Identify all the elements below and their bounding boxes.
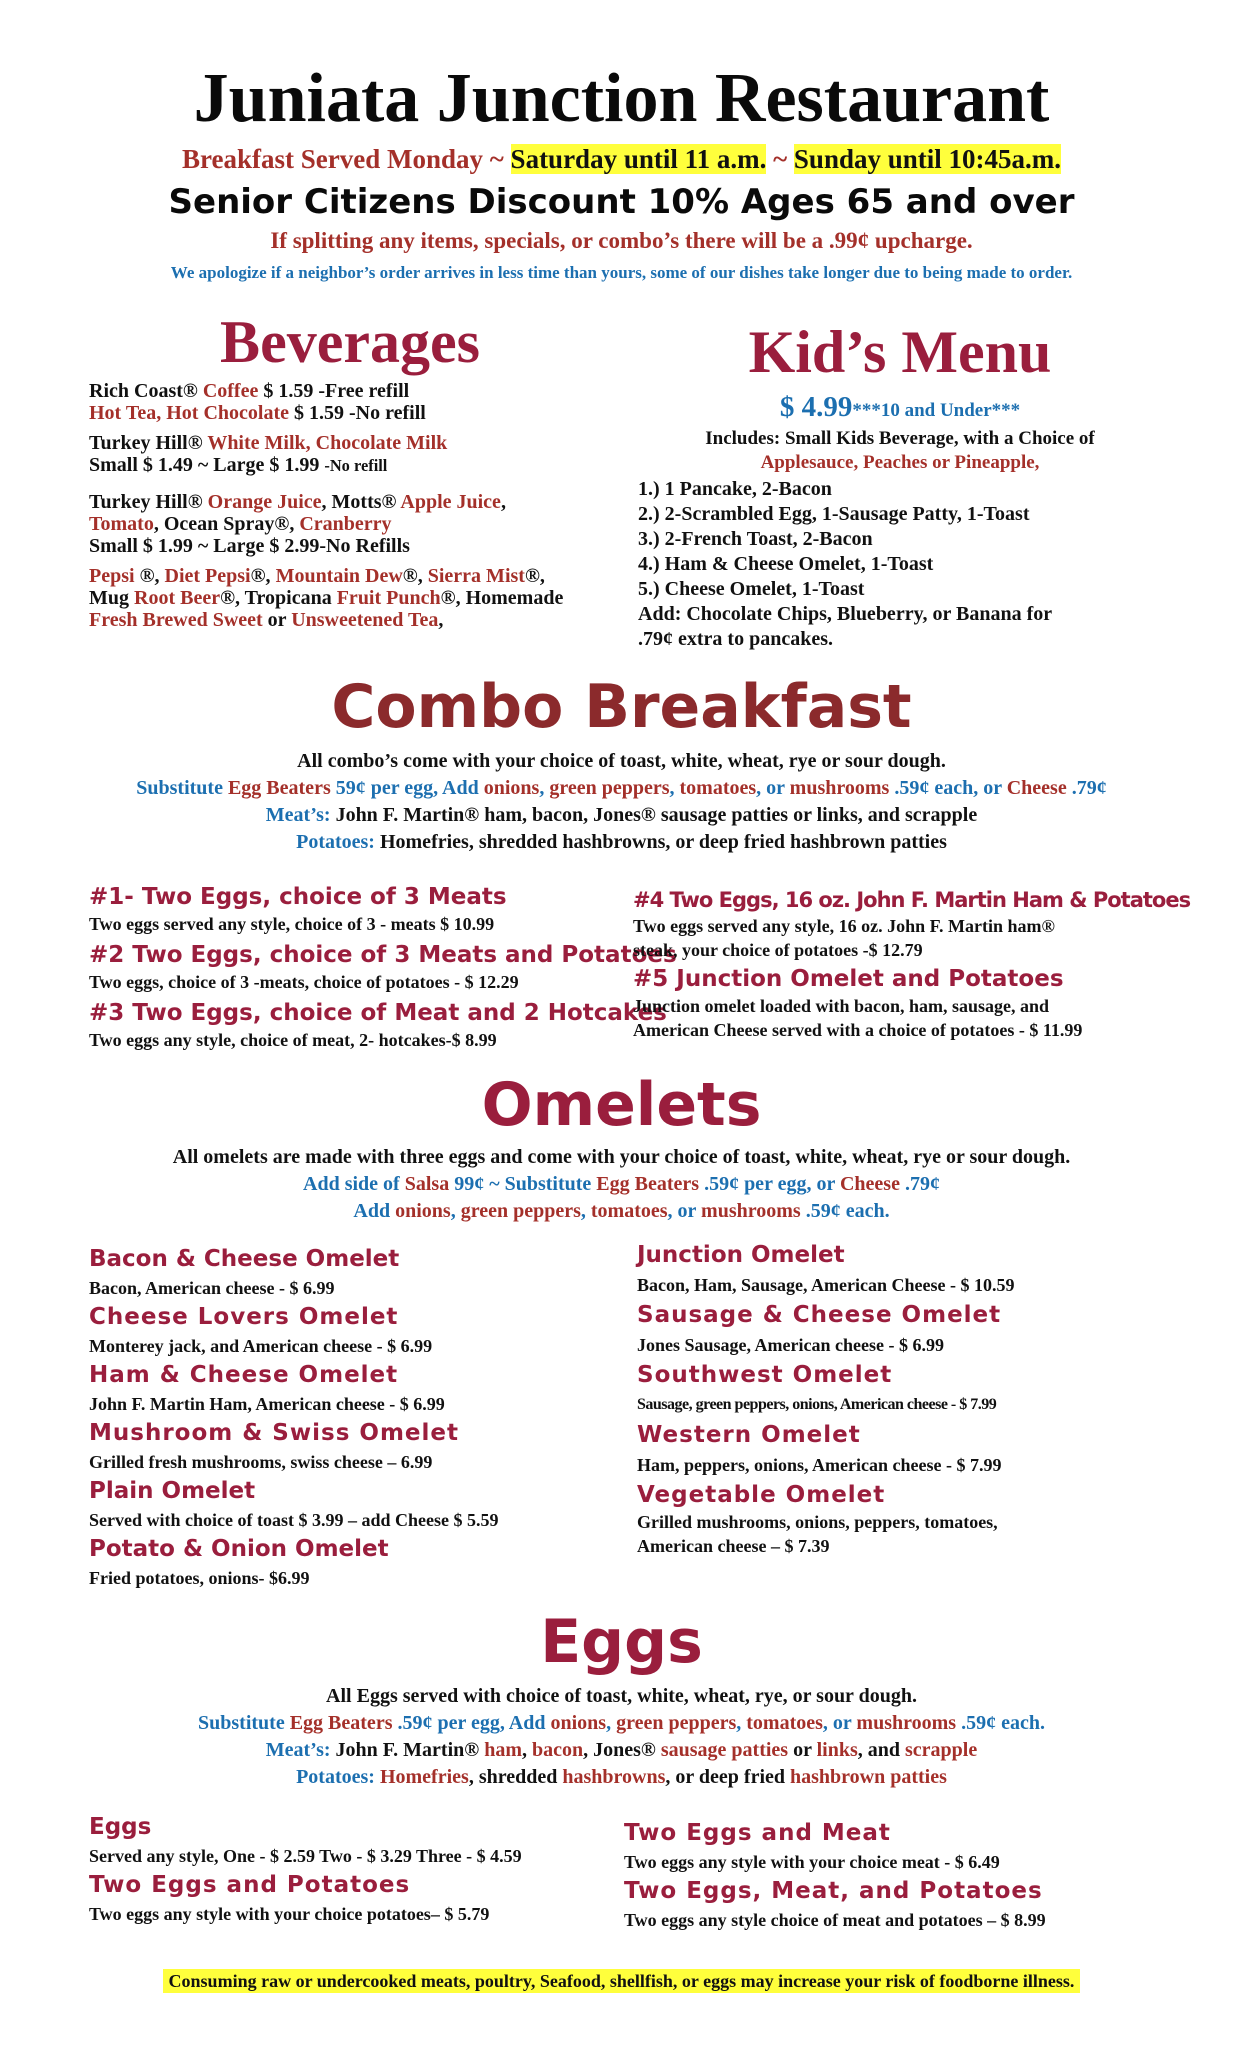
text-segment: green peppers xyxy=(616,1712,737,1734)
eggs-heading: Eggs xyxy=(540,1607,703,1677)
combo-meats xyxy=(0,802,1243,828)
omelets-intro: All omelets are made with three eggs and come with your choice of toast, white, wheat, rye or sour dough. xyxy=(172,1146,1071,1168)
hours-prefix: Breakfast Served Monday ~ xyxy=(182,144,511,174)
text-segment: hashbrown patties xyxy=(790,1766,947,1788)
combo-item-desc: steak, your choice of potatoes -$ 12.79 xyxy=(633,940,923,960)
eggs-item-title: Two Eggs and Potatoes xyxy=(89,1872,411,1898)
text-segment: John F. Martin® xyxy=(335,1739,485,1761)
text-segment: .59¢ per egg, xyxy=(392,1712,509,1734)
eggs-right-column xyxy=(624,1818,1204,1934)
omelets-addons xyxy=(0,1198,1243,1224)
omelet-title: Mushroom & Swiss Omelet xyxy=(89,1420,459,1446)
text-segment: -No refill xyxy=(324,456,388,475)
text-segment: onions xyxy=(483,777,540,799)
beverage-milk xyxy=(89,432,649,454)
text-segment: hashbrowns xyxy=(562,1766,666,1788)
omelet-title: Potato & Onion Omelet xyxy=(89,1536,389,1562)
text-segment: Meat’s: xyxy=(265,1739,336,1761)
beverage-juice-price xyxy=(89,535,649,557)
text-segment: mushrooms xyxy=(701,1200,801,1222)
hours-separator: ~ xyxy=(766,144,794,174)
kids-item: 5.) Cheese Omelet, 1-Toast xyxy=(638,578,865,600)
kids-includes: Includes: Small Kids Beverage, with a Choice of xyxy=(705,428,1095,449)
eggs-item-desc: Two eggs any style choice of meat and potatoes – $ 8.99 xyxy=(624,1910,1046,1930)
text-segment: $ 1.59 -No refill xyxy=(289,402,426,424)
text-segment: , shredded xyxy=(468,1766,563,1788)
text-segment: Turkey Hill® xyxy=(89,432,208,454)
combo-item-desc: Two eggs served any style, choice of 3 - meats $ 10.99 xyxy=(89,914,495,934)
text-segment: John F. Martin® ham, bacon, Jones® sausage patties or links, and scrapple xyxy=(335,804,978,826)
senior-discount: Senior Citizens Discount 10% Ages 65 and over xyxy=(168,182,1075,222)
text-segment: .59¢ per egg, or xyxy=(699,1173,840,1195)
omelets-left-column xyxy=(89,1244,629,1592)
apology-notice: We apologize if a neighbor’s order arrives in less time than yours, some of our dishes take longer due to being made to order. xyxy=(170,263,1073,282)
eggs-substitutions xyxy=(0,1710,1243,1736)
kids-item: 2.) 2-Scrambled Egg, 1-Sausage Patty, 1-Toast xyxy=(638,503,1030,525)
text-segment: .79¢ xyxy=(1066,777,1107,799)
text-segment: Substitute xyxy=(136,777,228,799)
kids-addon: Add: Chocolate Chips, Blueberry, or Banana for xyxy=(638,603,1053,625)
eggs-item-desc: Served any style, One - $ 2.59 Two - $ 3.29 Three - $ 4.59 xyxy=(89,1846,522,1866)
text-segment: Tomato xyxy=(89,513,154,535)
beverage-tea xyxy=(89,609,649,631)
text-segment: Salsa xyxy=(404,1173,450,1195)
kids-menu-heading: Kid’s Menu xyxy=(748,319,1052,385)
text-segment: , xyxy=(539,777,550,799)
text-segment: or xyxy=(788,1739,817,1761)
omelets-heading: Omelets xyxy=(481,1070,762,1140)
text-segment: .79¢ xyxy=(899,1173,940,1195)
eggs-item-title: Eggs xyxy=(89,1814,152,1840)
omelet-desc: Grilled mushrooms, onions, peppers, tomatoes, xyxy=(637,1512,998,1532)
kids-items xyxy=(638,477,1198,652)
text-segment: .59¢ each. xyxy=(800,1200,890,1222)
text-segment: Small $ 1.99 ~ Large $ 2.99-No Refills xyxy=(89,535,410,557)
kids-item: 1.) 1 Pancake, 2-Bacon xyxy=(638,478,832,500)
text-segment: ®, xyxy=(402,565,428,587)
omelet-title: Ham & Cheese Omelet xyxy=(89,1362,399,1388)
combo-potatoes xyxy=(0,829,1243,855)
text-segment: , or xyxy=(822,1712,857,1734)
text-segment: onions xyxy=(395,1200,451,1222)
text-segment: Potatoes: xyxy=(296,831,380,853)
text-segment: , xyxy=(450,1200,461,1222)
beverage-juice-2 xyxy=(89,513,649,535)
text-segment: Diet Pepsi xyxy=(164,565,251,587)
text-segment: ®, Homemade xyxy=(440,587,564,609)
text-segment: , or xyxy=(756,777,790,799)
combo-right-column xyxy=(633,886,1193,1042)
omelet-desc: Ham, peppers, onions, American cheese - $ 7.99 xyxy=(637,1455,1002,1475)
splitting-notice: If splitting any items, specials, or combo’s there will be a .99¢ upcharge. xyxy=(270,228,973,253)
footer-bar xyxy=(0,1968,1243,1994)
combo-item-title: #4 Two Eggs, 16 oz. John F. Martin Ham & Potatoes xyxy=(633,888,1191,912)
text-segment: Egg Beaters xyxy=(227,777,331,799)
omelet-desc: Bacon, American cheese - $ 6.99 xyxy=(89,1278,335,1298)
combo-item-desc: American Cheese served with a choice of potatoes - $ 11.99 xyxy=(633,1020,1083,1040)
combo-item-desc: Junction omelet loaded with bacon, ham, sausage, and xyxy=(633,996,1050,1016)
text-segment: Hot Tea, Hot Chocolate xyxy=(89,402,289,424)
beverage-sodas xyxy=(89,565,649,587)
text-segment: or xyxy=(262,609,292,631)
text-segment: , or deep fried xyxy=(665,1766,790,1788)
beverage-coffee xyxy=(89,380,649,402)
text-segment: Coffee xyxy=(202,380,259,402)
text-segment: green peppers xyxy=(549,777,670,799)
omelets-right-column xyxy=(637,1240,1197,1558)
text-segment: Unsweetened Tea xyxy=(291,609,439,631)
text-segment: Small $ 1.49 ~ Large $ 1.99 xyxy=(89,454,325,476)
text-segment: , Jones® xyxy=(583,1739,661,1761)
text-segment: Add xyxy=(508,1712,551,1734)
text-segment: , or xyxy=(667,1200,702,1222)
text-segment: 99¢ ~ Substitute xyxy=(449,1173,597,1195)
eggs-potatoes xyxy=(0,1764,1243,1790)
text-segment: Turkey Hill® xyxy=(89,491,208,513)
combo-item-desc: Two eggs, choice of 3 -meats, choice of potatoes - $ 12.29 xyxy=(89,972,519,992)
text-segment: $ 1.59 -Free refill xyxy=(258,380,410,402)
text-segment: White Milk, Chocolate Milk xyxy=(207,432,448,454)
omelet-title: Cheese Lovers Omelet xyxy=(89,1304,399,1330)
omelet-desc: Monterey jack, and American cheese - $ 6.99 xyxy=(89,1336,433,1356)
beverage-milk-price xyxy=(89,454,649,477)
hours-saturday: Saturday until 11 a.m. xyxy=(510,144,767,174)
text-segment: ®, xyxy=(250,565,276,587)
text-segment: Add side of xyxy=(303,1173,405,1195)
restaurant-title: Juniata Junction Restaurant xyxy=(193,60,1050,137)
text-segment: , xyxy=(736,1712,747,1734)
text-segment: , xyxy=(500,491,506,513)
text-segment: Rich Coast® xyxy=(89,380,203,402)
text-segment: Cheese xyxy=(1006,777,1067,799)
text-segment: Apple Juice xyxy=(400,491,501,513)
text-segment: Homefries xyxy=(379,1766,469,1788)
omelets-substitutions xyxy=(0,1171,1243,1197)
kids-price-line xyxy=(620,390,1180,429)
text-segment: onions xyxy=(550,1712,607,1734)
text-segment: Egg Beaters xyxy=(289,1712,393,1734)
omelet-desc: Sausage, green peppers, onions, American cheese - $ 7.99 xyxy=(637,1396,997,1413)
omelet-title: Bacon & Cheese Omelet xyxy=(89,1246,400,1272)
text-segment: , and xyxy=(857,1739,906,1761)
omelet-desc: Served with choice of toast $ 3.99 – add Cheese $ 5.59 xyxy=(89,1510,499,1530)
eggs-intro: All Eggs served with choice of toast, white, wheat, rye, or sour dough. xyxy=(326,1685,917,1707)
text-segment: , xyxy=(522,1739,532,1761)
omelet-title: Vegetable Omelet xyxy=(637,1482,886,1508)
combo-item-desc: Two eggs served any style, 16 oz. John F. Martin ham® xyxy=(633,916,1055,936)
eggs-left-column xyxy=(89,1812,629,1928)
combo-item-title: #2 Two Eggs, choice of 3 Meats and Potatoes xyxy=(89,942,677,968)
combo-item-title: #5 Junction Omelet and Potatoes xyxy=(633,966,1064,992)
text-segment: .59¢ each, or xyxy=(889,777,1007,799)
combo-intro: All combo’s come with your choice of toast, white, wheat, rye or sour dough. xyxy=(297,750,946,772)
omelet-title: Junction Omelet xyxy=(637,1242,845,1268)
text-segment: tomatoes xyxy=(746,1712,823,1734)
beverage-hot-drinks xyxy=(89,402,649,424)
text-segment: Fruit Punch xyxy=(336,587,441,609)
text-segment: Egg Beaters xyxy=(596,1173,700,1195)
text-segment: Fresh Brewed Sweet xyxy=(89,609,263,631)
omelet-desc: American cheese – $ 7.39 xyxy=(637,1536,830,1556)
beverages-list xyxy=(89,380,649,631)
text-segment: .59¢ each. xyxy=(956,1712,1045,1734)
combo-substitutions xyxy=(0,775,1243,801)
omelet-desc: Bacon, Ham, Sausage, American Cheese - $ 10.59 xyxy=(637,1275,1015,1295)
eggs-meats xyxy=(0,1737,1243,1763)
eggs-item-desc: Two eggs any style with your choice meat - $ 6.49 xyxy=(624,1852,1000,1872)
text-segment: ®, Tropicana xyxy=(220,587,337,609)
text-segment: Cheese xyxy=(839,1173,900,1195)
beverages-heading: Beverages xyxy=(220,309,480,375)
text-segment: Sierra Mist xyxy=(427,565,525,587)
text-segment: bacon xyxy=(532,1739,584,1761)
combo-heading: Combo Breakfast xyxy=(331,672,912,742)
text-segment: Potatoes: xyxy=(296,1766,380,1788)
text-segment: links xyxy=(816,1739,858,1761)
omelet-title: Western Omelet xyxy=(637,1422,861,1448)
text-segment: ®, xyxy=(524,565,545,587)
text-segment: green peppers xyxy=(460,1200,581,1222)
text-segment: Homefries, shredded hashbrowns, or deep fried hashbrown patties xyxy=(379,831,947,853)
eggs-item-title: Two Eggs and Meat xyxy=(624,1820,891,1846)
omelet-desc: Grilled fresh mushrooms, swiss cheese – 6.99 xyxy=(89,1452,433,1472)
combo-item-desc: Two eggs any style, choice of meat, 2- hotcakes-$ 8.99 xyxy=(89,1030,497,1050)
text-segment: , Motts® xyxy=(321,491,401,513)
combo-item-title: #1- Two Eggs, choice of 3 Meats xyxy=(89,884,507,910)
omelet-title: Sausage & Cheese Omelet xyxy=(637,1302,1002,1328)
combo-item-title: #3 Two Eggs, choice of Meat and 2 Hotcakes xyxy=(89,1000,667,1026)
text-segment: , xyxy=(606,1712,617,1734)
text-segment: ham xyxy=(484,1739,522,1761)
kids-item: 4.) Ham & Cheese Omelet, 1-Toast xyxy=(638,553,934,575)
text-segment: ®, xyxy=(134,565,165,587)
text-segment: Add xyxy=(442,777,484,799)
eggs-item-title: Two Eggs, Meat, and Potatoes xyxy=(624,1878,1043,1904)
omelet-title: Plain Omelet xyxy=(89,1478,256,1504)
text-segment: Cranberry xyxy=(299,513,392,535)
text-segment: Add xyxy=(353,1200,396,1222)
foodborne-warning: Consuming raw or undercooked meats, poultry, Seafood, shellfish, or eggs may increase your risk of foodborne illness. xyxy=(163,1969,1081,1993)
text-segment: tomatoes xyxy=(679,777,757,799)
kids-sides: Applesauce, Peaches or Pineapple, xyxy=(760,452,1040,473)
text-segment: Root Beer xyxy=(134,587,221,609)
omelet-desc: John F. Martin Ham, American cheese - $ 6.99 xyxy=(89,1394,445,1414)
text-segment: , xyxy=(438,609,444,631)
hours-sunday: Sunday until 10:45a.m. xyxy=(793,144,1061,174)
text-segment: scrapple xyxy=(905,1739,978,1761)
combo-left-column xyxy=(89,882,677,1052)
text-segment: Pepsi xyxy=(89,565,135,587)
kids-item: 3.) 2-French Toast, 2-Bacon xyxy=(638,528,873,550)
omelet-desc: Fried potatoes, onions- $6.99 xyxy=(89,1568,310,1588)
text-segment: , xyxy=(580,1200,591,1222)
text-segment: tomatoes xyxy=(590,1200,668,1222)
beverage-sodas-2 xyxy=(89,587,649,609)
omelet-desc: Jones Sausage, American cheese - $ 6.99 xyxy=(637,1335,944,1355)
text-segment: 59¢ per egg, xyxy=(330,777,443,799)
eggs-item-desc: Two eggs any style with your choice potatoes– $ 5.79 xyxy=(89,1904,490,1924)
text-segment: Meat’s: xyxy=(265,804,336,826)
kids-addon-price: .79¢ extra to pancakes. xyxy=(638,628,833,650)
text-segment: , Ocean Spray®, xyxy=(153,513,300,535)
text-segment: mushrooms xyxy=(856,1712,957,1734)
breakfast-hours xyxy=(0,142,1243,176)
kids-age: ***10 and Under*** xyxy=(852,400,1021,421)
text-segment: mushrooms xyxy=(789,777,890,799)
text-segment: Mountain Dew xyxy=(275,565,403,587)
beverage-juice xyxy=(89,491,649,513)
omelet-title: Southwest Omelet xyxy=(637,1362,893,1388)
text-segment: Substitute xyxy=(198,1712,290,1734)
kids-price: $ 4.99 xyxy=(779,391,853,423)
text-segment: sausage patties xyxy=(660,1739,789,1761)
text-segment: Mug xyxy=(89,587,134,609)
text-segment: Orange Juice xyxy=(207,491,322,513)
text-segment: , xyxy=(669,777,680,799)
